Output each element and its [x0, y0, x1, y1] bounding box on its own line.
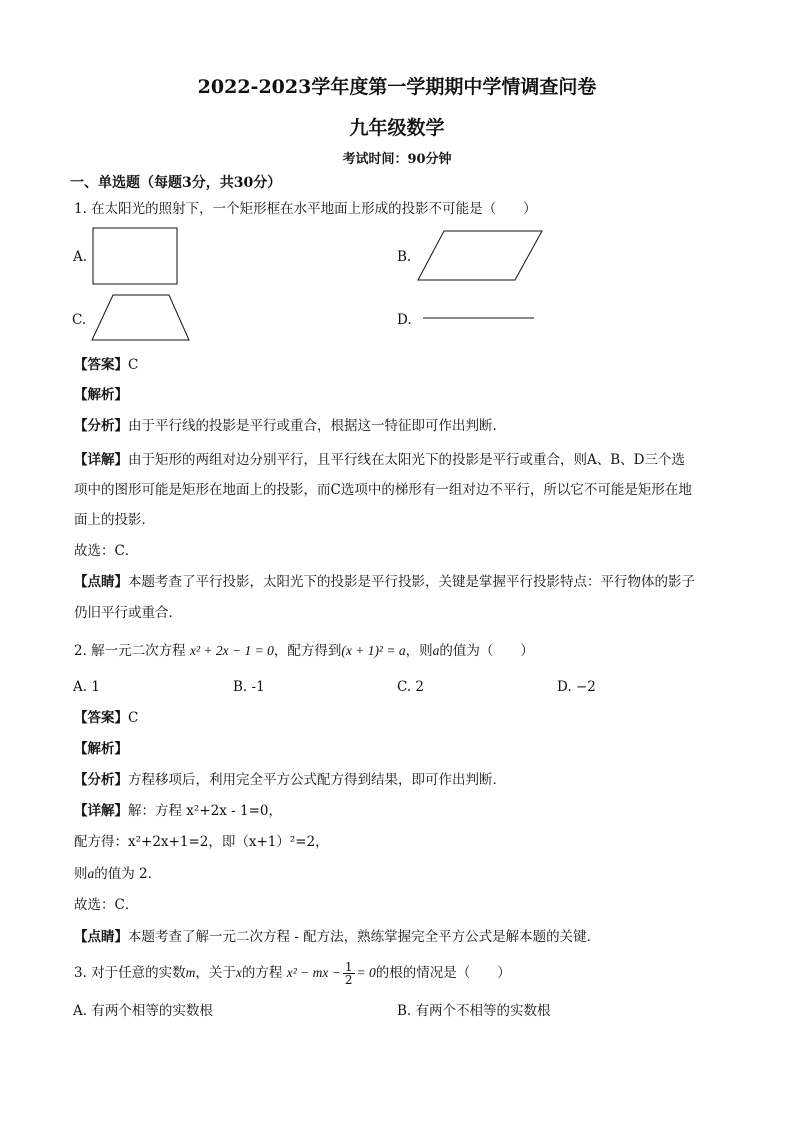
- page-title: 2022-2023学年度第一学期期中学情调查问卷: [197, 76, 597, 98]
- q2-option-c: C. 2: [397, 679, 425, 695]
- q2-stem-suffix-a: ，则: [405, 643, 433, 659]
- q1-option-d-segment: [422, 317, 536, 321]
- q1-answer-tag: 【答案】: [74, 357, 128, 373]
- section-heading: 一、单选题（每题3分，共30分）: [70, 175, 282, 191]
- q1-option-a-rectangle: [92, 227, 178, 285]
- q3-var-x: x: [235, 965, 242, 980]
- q1-fenxi: [74, 416, 506, 436]
- exam-time: 考试时间：90分钟: [342, 152, 452, 167]
- q1-detail-line-1: [74, 450, 685, 470]
- q3-stem-suffix: 的根的情况是（ ）: [375, 965, 511, 981]
- q2-option-b: B. -1: [233, 679, 265, 695]
- q2-dianjing: [74, 927, 600, 947]
- q1-option-c-trapezoid: [91, 294, 191, 342]
- q2-var-a: a: [432, 643, 440, 658]
- q2-answer-value: C: [128, 710, 139, 726]
- q3-var-m: m: [185, 965, 196, 980]
- q3-frac-den: 2: [344, 973, 353, 987]
- q2-detail-text-1: 解：方程 x²+2x - 1=0，: [128, 803, 282, 819]
- q1-option-d-label: D.: [397, 312, 412, 328]
- q2-detail-3-prefix: 则: [74, 866, 88, 882]
- q1-dianjing-text-1: 本题考查了平行投影，太阳光下的投影是平行投影，关键是掌握平行投影特点：平行物体的影子: [128, 574, 695, 590]
- q2-detail-line-2: 配方得：x²+2x+1=2，即（x+1）²=2，: [74, 834, 329, 850]
- q3-stem-mid2: 的方程: [241, 965, 283, 981]
- q1-detail-line-3: 面上的投影．: [74, 512, 155, 528]
- q2-equation: x² + 2x − 1 = 0: [189, 643, 274, 658]
- q2-detail-3-suffix: 的值为 2．: [94, 866, 162, 882]
- q1-option-b-label: B.: [397, 249, 412, 265]
- q1-dianjing-line-2: 仍旧平行或重合．: [74, 605, 182, 621]
- q3-option-b: B. 有两个不相等的实数根: [397, 1003, 551, 1019]
- q2-fenxi: [74, 770, 506, 790]
- q1-fenxi-tag: 【分析】: [74, 418, 128, 434]
- q1-choose: 故选：C．: [74, 543, 139, 559]
- q1-detail-tag: 【详解】: [74, 452, 128, 468]
- q3-stem-mid1: ，关于: [195, 965, 236, 981]
- q1-option-b-parallelogram: [417, 230, 543, 282]
- q2-stem-suffix-b: 的值为（ ）: [439, 643, 534, 659]
- q2-analysis-tag: 【解析】: [74, 741, 128, 757]
- q3-frac-num: 1: [344, 960, 353, 974]
- q2-completed-square: (x + 1)² = a: [341, 643, 406, 658]
- q3-fraction: [343, 961, 355, 986]
- q3-stem-prefix: 3. 对于任意的实数: [74, 965, 186, 981]
- q1-detail-text-1: 由于矩形的两组对边分别平行，且平行线在太阳光下的投影是平行或重合，则A、B、D三个选: [128, 452, 685, 468]
- q2-detail-3-var: a: [87, 866, 95, 881]
- q2-dianjing-tag: 【点睛】: [74, 929, 128, 945]
- q1-answer: [74, 355, 138, 375]
- q2-answer: [74, 708, 138, 728]
- q2-choose: 故选：C．: [74, 897, 139, 913]
- q2-detail-line-3: [74, 864, 161, 884]
- q2-detail-line-1: [74, 801, 282, 821]
- q2-stem-prefix: 2. 解一元二次方程: [74, 643, 186, 659]
- q2-fenxi-tag: 【分析】: [74, 772, 128, 788]
- q1-option-a-label: A.: [73, 249, 88, 265]
- q1-analysis-tag: 【解析】: [74, 387, 128, 403]
- q1-detail-line-2: 项中的图形可能是矩形在地面上的投影，而C选项中的梯形有一组对边不平行，所以它不可能是矩形在地: [74, 482, 692, 498]
- q2-dianjing-text: 本题考查了解一元二次方程 - 配方法，熟练掌握完全平方公式是解本题的关键．: [128, 929, 601, 945]
- q3-option-a: A. 有两个相等的实数根: [73, 1003, 213, 1019]
- q2-option-d: D. −2: [557, 679, 596, 695]
- q2-answer-tag: 【答案】: [74, 710, 128, 726]
- q1-fenxi-text: 由于平行线的投影是平行或重合，根据这一特征即可作出判断．: [128, 418, 506, 434]
- q3-eq-left: x² − mx −: [286, 965, 341, 980]
- q1-answer-value: C: [128, 357, 139, 373]
- q3-eq-right: = 0: [356, 965, 376, 980]
- q2-option-a: A. 1: [73, 679, 100, 695]
- q3-stem: [74, 960, 511, 986]
- q1-dianjing-line-1: [74, 572, 695, 592]
- q1-stem: 1. 在太阳光的照射下，一个矩形框在水平地面上形成的投影不可能是（ ）: [74, 201, 537, 217]
- page-subtitle: 九年级数学: [349, 117, 445, 139]
- q2-stem: [74, 641, 534, 661]
- q2-detail-tag: 【详解】: [74, 803, 128, 819]
- q1-dianjing-tag: 【点睛】: [74, 574, 128, 590]
- q1-option-c-label: C.: [72, 312, 87, 328]
- q2-fenxi-text: 方程移项后，利用完全平方公式配方得到结果，即可作出判断．: [128, 772, 506, 788]
- q2-stem-mid: ，配方得到: [273, 643, 342, 659]
